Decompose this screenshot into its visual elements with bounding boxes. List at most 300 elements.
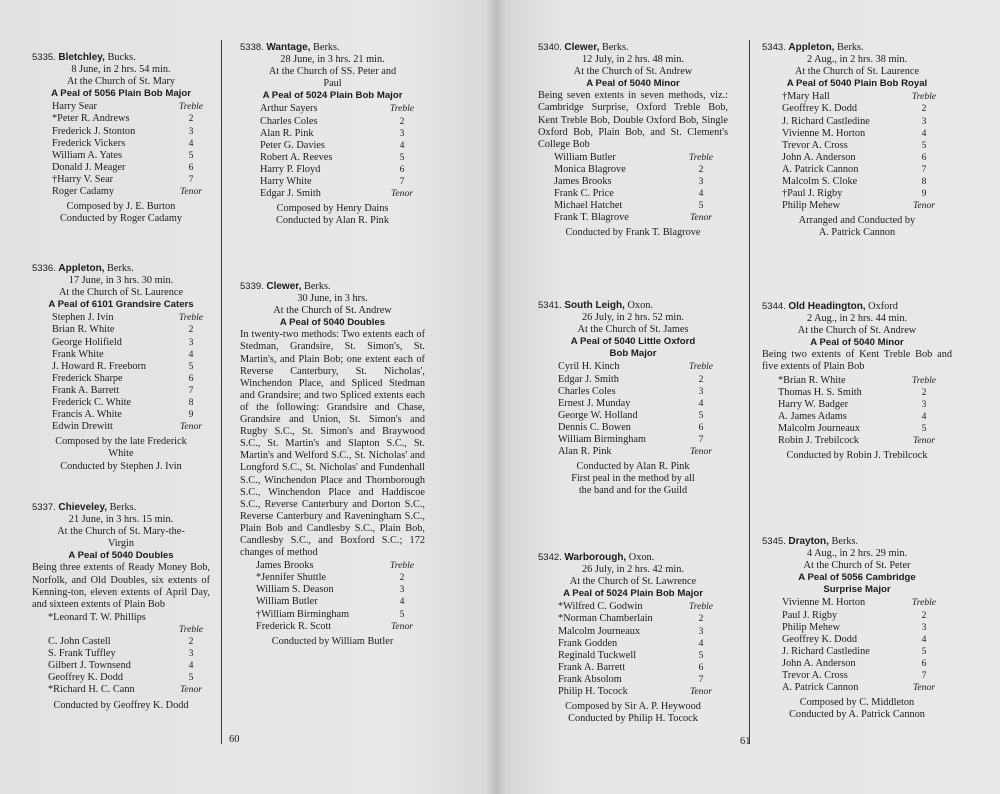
peal-footer-line: Conducted by Stephen J. Ivin	[60, 460, 182, 472]
ringer-bell: 4	[399, 139, 405, 151]
ringer-row	[538, 176, 728, 188]
ringer-row	[240, 176, 425, 188]
peal-info-line: 21 June, in 3 hrs. 15 min.	[68, 514, 174, 526]
ringer-bell: 9	[188, 409, 194, 421]
ringer-bell: 3	[698, 385, 704, 397]
peal-record	[538, 552, 728, 725]
ringer-bell: Tenor	[390, 620, 414, 632]
peal-description: In twenty-two methods: Two extents each of Stedman, Grandsire, St. Simon's, St. Martin's, and Plain Bob; one extent each of Reverse Canterbury, St. Nicholas', Winchendon Place, and Spliced Stedman and Grandsire; and two Spliced extents each of the following: Grandsire and Chase, Grandsire and Union, St. Simon's and Rugby S.C., St. Simon's and Braywood S.C., St. Martin's and Slapton S.C., St. Martin's and Welford S.C., St. Nicholas' and Longford S.C., St. Nicholas' and Fundenhall S.C., Winchendon Place and Thornborough S.C., Winchendon Place and Haddiscoe S.C., Reverse Canterbury and Dorton S.C., Reverse Canterbury and Raveningham S.C., Plain Bob and Candlesby S.C., Plain Bob, Candlesby S.C., and Boxford S.C.; 172 changes of method	[240, 329, 425, 559]
ringer-bell: Treble	[389, 560, 415, 572]
ringer-name: Edgar J. Smith	[260, 188, 321, 200]
ringer-row	[32, 361, 210, 373]
ringer-name: A. James Adams	[778, 410, 847, 422]
ringer-row	[32, 672, 210, 684]
ringer-bell: 3	[698, 625, 704, 637]
peal-footer-line: Conducted by Roger Cadamy	[59, 213, 183, 225]
ringer-row	[762, 670, 952, 682]
ringer-name: *Jennifer Shuttle	[256, 572, 327, 584]
ringer-bell: Tenor	[179, 186, 203, 198]
peal-footer-line: Composed by Sir A. P. Heywood	[565, 701, 701, 713]
peal-place: Wantage,	[266, 42, 311, 53]
peal-info-line: At the Church of St. Peter	[803, 560, 911, 572]
ringer-row	[762, 622, 952, 634]
ringer-row	[762, 188, 952, 200]
ringer-bell: Treble	[911, 374, 937, 386]
ringer-bell: 5	[921, 139, 927, 151]
ringer-row	[762, 610, 952, 622]
ringer-name: Cyril H. Kinch	[558, 361, 620, 373]
ringer-bell: 7	[188, 173, 194, 185]
ringer-row	[32, 113, 210, 125]
peal-info-line: 17 June, in 3 hrs. 30 min.	[68, 275, 174, 287]
ringer-name: *Leonard T. W. Phillips	[48, 611, 146, 623]
ringer-bell: 5	[188, 360, 194, 372]
ringer-bell: Tenor	[912, 435, 936, 447]
peal-info-line: 2 Aug., in 2 hrs. 44 min.	[806, 313, 908, 325]
peal-county: Oxon.	[628, 552, 655, 563]
ringer-row	[32, 150, 210, 162]
ringer-row	[240, 596, 425, 608]
ringer-row	[538, 674, 728, 686]
peal-county: Oxford	[868, 301, 898, 312]
ringer-name: Paul J. Rigby	[782, 609, 838, 621]
peal-record	[762, 301, 952, 462]
ringer-row	[240, 152, 425, 164]
peal-place: Appleton,	[788, 42, 835, 53]
peal-footer-line: Conducted by William Butler	[271, 635, 394, 647]
ringer-row	[762, 375, 952, 387]
ringer-bell: Treble	[178, 312, 204, 324]
page-number-left: 60	[229, 734, 240, 745]
peal-place: Drayton,	[788, 536, 829, 547]
ringer-list	[538, 152, 728, 225]
ringer-row	[32, 409, 210, 421]
ringer-name: †William Birmingham	[256, 608, 350, 620]
ringer-name: Reginald Tuckwell	[558, 649, 637, 661]
ringer-bell: 6	[399, 163, 405, 175]
ringer-list	[538, 601, 728, 698]
ringer-bell: Tenor	[912, 682, 936, 694]
peal-title: A Peal of 5024 Plain Bob Major	[262, 90, 403, 102]
peal-place: Clewer,	[266, 281, 302, 292]
ringer-bell: 4	[698, 188, 704, 200]
ringer-bell: 5	[698, 409, 704, 421]
ringer-name: Arthur Sayers	[260, 103, 318, 115]
peal-info-line: 4 Aug., in 2 hrs. 29 min.	[806, 548, 908, 560]
ringer-name: Frank Absolom	[558, 673, 622, 685]
peal-place: Bletchley,	[58, 52, 105, 63]
ringer-row	[32, 636, 210, 648]
ringer-name: *Norman Chamberlain	[558, 613, 653, 625]
ringer-name: *Peter R. Andrews	[52, 113, 130, 125]
ringer-name: Stephen J. Ivin	[52, 312, 114, 324]
ringer-bell: Tenor	[689, 212, 713, 224]
peal-record	[762, 536, 952, 721]
ringer-row	[538, 152, 728, 164]
peal-county: Berks.	[313, 42, 340, 53]
ringer-row	[240, 116, 425, 128]
peal-heading	[538, 42, 728, 54]
ringer-row	[762, 597, 952, 609]
ringer-row	[762, 387, 952, 399]
peal-county: Bucks.	[107, 52, 136, 63]
ringer-bell: Treble	[178, 101, 204, 113]
ringer-row	[762, 399, 952, 411]
ringer-bell: 6	[921, 657, 927, 669]
peal-place: Warborough,	[564, 552, 627, 563]
peal-footer-line: Composed by Henry Dains	[276, 203, 389, 215]
ringer-name: George Holifield	[52, 336, 122, 348]
ringer-row	[538, 212, 728, 224]
ringer-bell: Tenor	[179, 421, 203, 433]
peal-place: Chieveley,	[58, 502, 108, 513]
peal-info-line: 12 July, in 2 hrs. 48 min.	[581, 54, 685, 66]
ringer-bell: 3	[188, 648, 194, 660]
ringer-list	[240, 103, 425, 200]
ringer-name: †Harry V. Sear	[52, 173, 114, 185]
ringer-row	[32, 312, 210, 324]
ringer-bell: 3	[188, 125, 194, 137]
ringer-row	[762, 176, 952, 188]
ringer-name: S. Frank Tuffley	[48, 648, 116, 660]
peal-record	[240, 281, 425, 648]
peal-record	[32, 502, 210, 712]
peal-info-line: 30 June, in 3 hrs.	[297, 293, 368, 305]
peal-heading	[762, 301, 952, 313]
ringer-name: Frank White	[52, 348, 104, 360]
peal-record	[538, 300, 728, 498]
ringer-row	[538, 386, 728, 398]
peal-title: A Peal of 5040 Plain Bob Royal	[786, 78, 928, 90]
peal-heading	[32, 52, 210, 64]
ringer-name: Frederick R. Scott	[256, 620, 332, 632]
ringer-row	[240, 188, 425, 200]
ringer-row	[762, 103, 952, 115]
ringer-row	[538, 422, 728, 434]
peal-number: 5339.	[240, 281, 264, 292]
ringer-name: Alan R. Pink	[558, 446, 612, 458]
ringer-row	[762, 140, 952, 152]
peal-title: A Peal of 5040 Doubles	[68, 550, 174, 562]
peal-number: 5338.	[240, 42, 264, 53]
peal-footer-line: First peal in the method by all	[571, 473, 695, 485]
ringer-bell: 2	[399, 572, 405, 584]
page-number-right: 61	[740, 736, 751, 747]
ringer-name: Frank A. Barrett	[52, 384, 120, 396]
ringer-bell: 8	[188, 397, 194, 409]
peal-place: Clewer,	[564, 42, 600, 53]
ringer-list	[762, 375, 952, 448]
peal-info-line: At the Church of St. Andrew	[797, 325, 917, 337]
peal-place: Appleton,	[58, 263, 105, 274]
ringer-name: Malcolm Journeaux	[558, 625, 641, 637]
ringer-row	[538, 434, 728, 446]
ringer-name: Harry Sear	[52, 101, 97, 113]
ringer-bell: 2	[698, 373, 704, 385]
ringer-name: Dennis C. Bowen	[558, 421, 631, 433]
ringer-bell: 5	[921, 645, 927, 657]
ringer-bell: 7	[188, 384, 194, 396]
ringer-name: John A. Anderson	[782, 657, 856, 669]
ringer-list	[240, 560, 425, 633]
ringer-bell: 2	[921, 386, 927, 398]
peal-info-line: At the Church of St. Laurence	[58, 287, 184, 299]
ringer-bell: 2	[921, 103, 927, 115]
ringer-name: Charles Coles	[558, 385, 616, 397]
peal-info-line: 8 June, in 2 hrs. 54 min.	[71, 64, 171, 76]
ringer-name: Donald J. Meager	[52, 161, 126, 173]
ringer-bell: 5	[188, 149, 194, 161]
ringer-bell: Tenor	[390, 188, 414, 200]
peal-record	[240, 42, 425, 227]
ringer-row	[538, 638, 728, 650]
ringer-row	[240, 164, 425, 176]
ringer-bell: 3	[921, 115, 927, 127]
ringer-name: Alan R. Pink	[260, 127, 314, 139]
ringer-name: Harry White	[260, 176, 312, 188]
peal-footer-line: Conducted by Frank T. Blagrove	[565, 227, 701, 239]
ringer-name: Ernest J. Munday	[558, 397, 631, 409]
ringer-bell: 4	[921, 127, 927, 139]
ringer-bell: 4	[921, 633, 927, 645]
ringer-row	[538, 398, 728, 410]
ringer-name: Trevor A. Cross	[782, 670, 848, 682]
peal-number: 5341.	[538, 300, 562, 311]
column-rule-right	[749, 40, 750, 744]
ringer-name: Michael Hatchet	[554, 200, 623, 212]
ringer-row	[240, 128, 425, 140]
ringer-row	[32, 349, 210, 361]
ringer-row	[762, 152, 952, 164]
ringer-row	[32, 162, 210, 174]
peal-county: Berks.	[303, 281, 331, 292]
ringer-row	[762, 658, 952, 670]
ringer-row	[32, 126, 210, 138]
ringer-row	[32, 684, 210, 696]
ringer-row	[32, 660, 210, 672]
peal-footer-line: Conducted by Alan R. Pink	[576, 461, 690, 473]
peal-title: A Peal of 5040 Minor	[810, 337, 904, 349]
peal-info-line: At the Church of St. Laurence	[794, 66, 920, 78]
ringer-row	[538, 374, 728, 386]
peal-number: 5345.	[762, 536, 786, 547]
ringer-name: Malcolm S. Cloke	[782, 176, 858, 188]
ringer-bell: 4	[698, 637, 704, 649]
ringer-bell: 7	[921, 670, 927, 682]
ringer-bell: 5	[399, 151, 405, 163]
peal-footer-line: Conducted by Alan R. Pink	[276, 215, 389, 227]
ringer-name: Edwin Drewitt	[52, 421, 113, 433]
ringer-row	[762, 411, 952, 423]
ringer-bell: Treble	[389, 103, 415, 115]
ringer-bell: 2	[698, 613, 704, 625]
ringer-name: Philip Mehew	[782, 200, 841, 212]
ringer-name: Charles Coles	[260, 115, 318, 127]
peal-info-line: Paul	[323, 78, 342, 90]
peal-heading	[538, 552, 728, 564]
ringer-name: John A. Anderson	[782, 151, 856, 163]
ringer-name: J. Richard Castledine	[782, 645, 870, 657]
ringer-name: Frank Godden	[558, 637, 618, 649]
ringer-name: Vivienne M. Horton	[782, 127, 866, 139]
ringer-name: Francis A. White	[52, 409, 122, 421]
ringer-name: J. Howard R. Freeborn	[52, 360, 147, 372]
ringer-name: Geoffrey K. Dodd	[48, 672, 124, 684]
ringer-name: William S. Deason	[256, 584, 334, 596]
ringer-list	[32, 101, 210, 198]
ringer-bell: 6	[698, 661, 704, 673]
ringer-name: Vivienne M. Horton	[782, 597, 866, 609]
ringer-bell: 5	[698, 200, 704, 212]
ringer-name: William Butler	[256, 596, 318, 608]
ringer-name: Frank C. Price	[554, 188, 614, 200]
ringer-row	[538, 446, 728, 458]
peal-info-line: At the Church of St. Andrew	[273, 305, 392, 317]
ringer-bell: 5	[399, 608, 405, 620]
ringer-row	[538, 361, 728, 373]
peal-footer-line: White	[108, 448, 134, 460]
peal-title: A Peal of 5056 Plain Bob Major	[51, 88, 191, 100]
peal-footer-line: Composed by the late Frederick	[55, 436, 187, 448]
ringer-row	[32, 624, 210, 636]
ringer-name: Frank T. Blagrove	[554, 212, 629, 224]
ringer-list	[762, 597, 952, 694]
peal-heading	[240, 42, 425, 54]
peal-info-line: At the Church of St. Andrew	[573, 66, 693, 78]
ringer-row	[240, 572, 425, 584]
peal-title: A Peal of 5040 Doubles	[279, 317, 386, 329]
peal-title: A Peal of 5024 Plain Bob Major	[563, 588, 703, 600]
peal-footer-line: Conducted by A. Patrick Cannon	[789, 709, 925, 721]
ringer-name: Philip Mehew	[782, 621, 841, 633]
ringer-row	[240, 609, 425, 621]
ringer-row	[762, 116, 952, 128]
ringer-row	[538, 164, 728, 176]
ringer-row	[538, 626, 728, 638]
peal-info-line: 28 June, in 3 hrs. 21 min.	[280, 54, 385, 66]
ringer-bell: 3	[921, 621, 927, 633]
ringer-name: Edgar J. Smith	[558, 373, 619, 385]
ringer-bell: 2	[921, 609, 927, 621]
peal-info-line: 26 July, in 2 hrs. 42 min.	[581, 564, 685, 576]
ringer-row	[762, 646, 952, 658]
ringer-bell: 7	[698, 673, 704, 685]
ringer-name: Frederick Sharpe	[52, 372, 123, 384]
peal-info-line: At the Church of St. Lawrence	[569, 576, 697, 588]
ringer-bell: 4	[698, 397, 704, 409]
peal-info-line: At the Church of St. Mary	[66, 76, 176, 88]
ringer-bell: 5	[698, 649, 704, 661]
ringer-list	[538, 361, 728, 458]
peal-heading	[538, 300, 728, 312]
peal-title: A Peal of 5040 Little Oxford	[570, 336, 696, 348]
ringer-bell: Tenor	[689, 686, 713, 698]
ringer-name: Robin J. Trebilcock	[778, 435, 859, 447]
ringer-bell: 6	[698, 421, 704, 433]
ringer-row	[538, 686, 728, 698]
ringer-row	[538, 410, 728, 422]
ringer-bell: 6	[188, 372, 194, 384]
ringer-bell: 3	[399, 584, 405, 596]
ringer-row	[762, 435, 952, 447]
ringer-list	[32, 312, 210, 433]
ringer-row	[32, 385, 210, 397]
ringer-bell: 3	[921, 398, 927, 410]
ringer-name: Geoffrey K. Dodd	[782, 103, 858, 115]
ringer-bell: 6	[921, 151, 927, 163]
ringer-list	[32, 612, 210, 697]
ringer-bell: Tenor	[179, 684, 203, 696]
ringer-row	[762, 682, 952, 694]
peal-info-line: 26 July, in 2 hrs. 52 min.	[581, 312, 685, 324]
peal-title: A Peal of 6101 Grandsire Caters	[48, 299, 194, 311]
ringer-name: †Mary Hall	[782, 91, 830, 103]
peal-footer-line: Composed by J. E. Burton	[66, 201, 176, 213]
ringer-name: Harry P. Floyd	[260, 163, 321, 175]
peal-heading	[762, 536, 952, 548]
ringer-name: †Paul J. Rigby	[782, 188, 843, 200]
ringer-bell: 7	[399, 176, 405, 188]
ringer-bell: Treble	[688, 601, 714, 613]
ringer-row	[32, 186, 210, 198]
peal-heading	[32, 502, 210, 514]
peal-title: A Peal of 5040 Minor	[586, 78, 680, 90]
peal-county: Berks.	[837, 42, 864, 53]
peal-number: 5340.	[538, 42, 562, 53]
ringer-bell: 8	[921, 176, 927, 188]
ringer-bell: 2	[188, 324, 194, 336]
ringer-row	[762, 164, 952, 176]
peal-county: Berks.	[107, 263, 134, 274]
ringer-row	[32, 397, 210, 409]
ringer-row	[538, 613, 728, 625]
ringer-bell: 4	[921, 410, 927, 422]
ringer-list	[762, 91, 952, 212]
ringer-row	[762, 634, 952, 646]
ringer-bell: 2	[399, 115, 405, 127]
ringer-name: J. Richard Castledine	[782, 115, 870, 127]
peal-title: A Peal of 5056 Cambridge	[798, 572, 916, 584]
ringer-name: Frank A. Barrett	[558, 661, 626, 673]
ringer-name: *Richard H. C. Cann	[48, 684, 135, 696]
ringer-name: Malcolm Journeaux	[778, 422, 861, 434]
ringer-row	[762, 423, 952, 435]
ringer-bell: 2	[698, 163, 704, 175]
peal-footer-line: Conducted by Philip H. Tocock	[568, 713, 698, 725]
ringer-row	[32, 421, 210, 433]
ringer-row	[32, 174, 210, 186]
ringer-name: Monica Blagrove	[554, 163, 626, 175]
ringer-name: George W. Holland	[558, 409, 638, 421]
peal-description: Being three extents of Ready Money Bob, Norfolk, and Old Doubles, six extents of Kenning-ton, eleven extents of April Day, and sixteen extents of Plain Bob	[32, 562, 210, 610]
ringer-name: William Butler	[554, 151, 616, 163]
ringer-row	[32, 373, 210, 385]
ringer-name: Frederick C. White	[52, 397, 132, 409]
ringer-name: Frederick Vickers	[52, 137, 126, 149]
peal-record	[32, 263, 210, 473]
ringer-row	[538, 200, 728, 212]
peal-number: 5342.	[538, 552, 562, 563]
peal-number: 5336.	[32, 263, 56, 274]
ringer-bell: 4	[188, 137, 194, 149]
ringer-bell: Treble	[688, 361, 714, 373]
ringer-name: James Brooks	[554, 176, 612, 188]
peal-county: Berks.	[601, 42, 629, 53]
peal-place: Old Headington,	[788, 301, 866, 312]
peal-number: 5335.	[32, 52, 56, 63]
ringer-name: James Brooks	[256, 560, 314, 572]
ringer-row	[240, 621, 425, 633]
